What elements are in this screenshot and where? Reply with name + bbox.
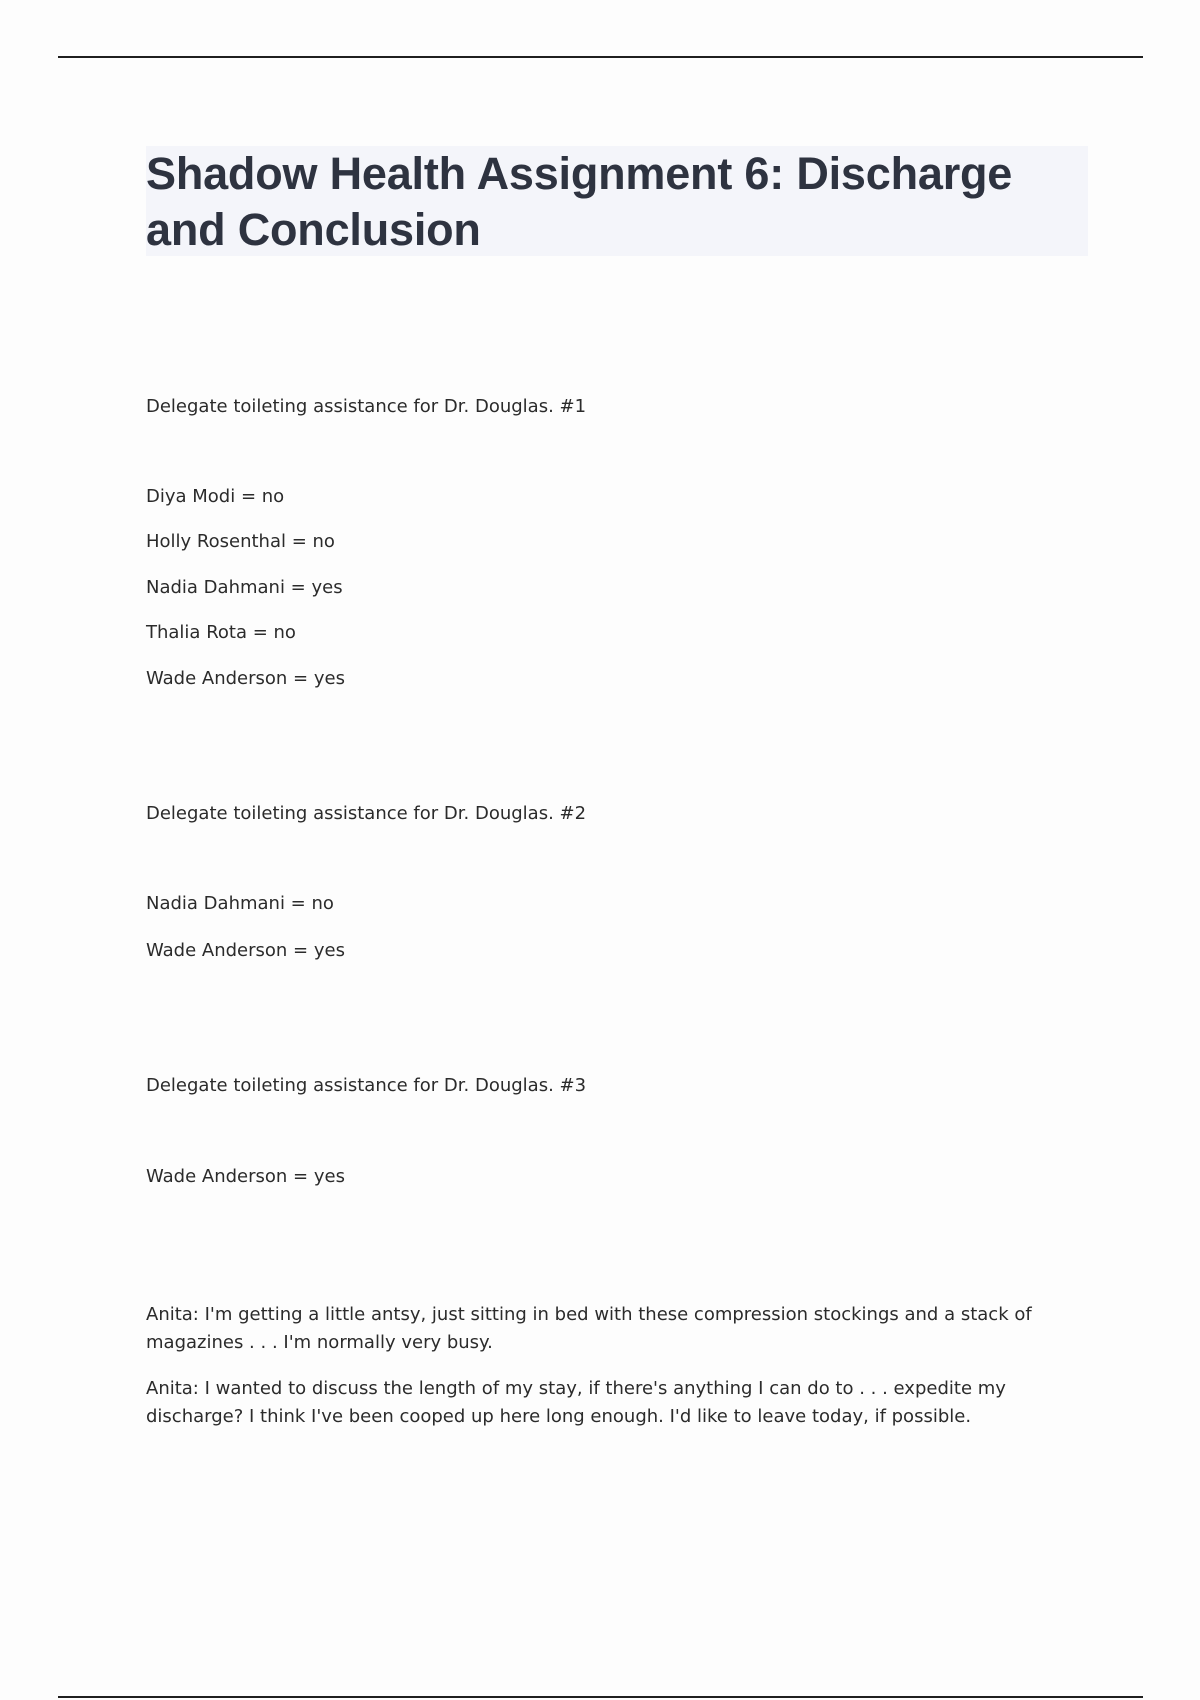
section-heading: Delegate toileting assistance for Dr. Douglas. #2: [146, 803, 587, 824]
dialogue-paragraph: Anita: I wanted to discuss the length of my stay, if there's anything I can do to . . . expedite my discharge? I think I've been cooped up here long enough. I'd like to leave today, if possible.: [146, 1378, 1006, 1427]
list-item: Nadia Dahmani = no: [146, 893, 334, 914]
section-heading: Delegate toileting assistance for Dr. Douglas. #3: [146, 1075, 587, 1096]
list-item: Wade Anderson = yes: [146, 1166, 345, 1187]
section-heading: Delegate toileting assistance for Dr. Douglas. #1: [146, 396, 587, 417]
list-item: Wade Anderson = yes: [146, 940, 345, 961]
list-item: Nadia Dahmani = yes: [146, 577, 343, 598]
page-title: Shadow Health Assignment 6: Discharge and Conclusion: [146, 148, 1013, 255]
list-item: Diya Modi = no: [146, 486, 285, 507]
list-item: Wade Anderson = yes: [146, 668, 345, 689]
dialogue-paragraph: Anita: I'm getting a little antsy, just sitting in bed with these compression stockings and a stack of magazines . . . I'm normally very busy.: [146, 1304, 1032, 1353]
list-item: Thalia Rota = no: [146, 622, 296, 643]
top-rule: [58, 56, 1143, 58]
list-item: Holly Rosenthal = no: [146, 531, 335, 552]
bottom-rule: [58, 1696, 1143, 1698]
